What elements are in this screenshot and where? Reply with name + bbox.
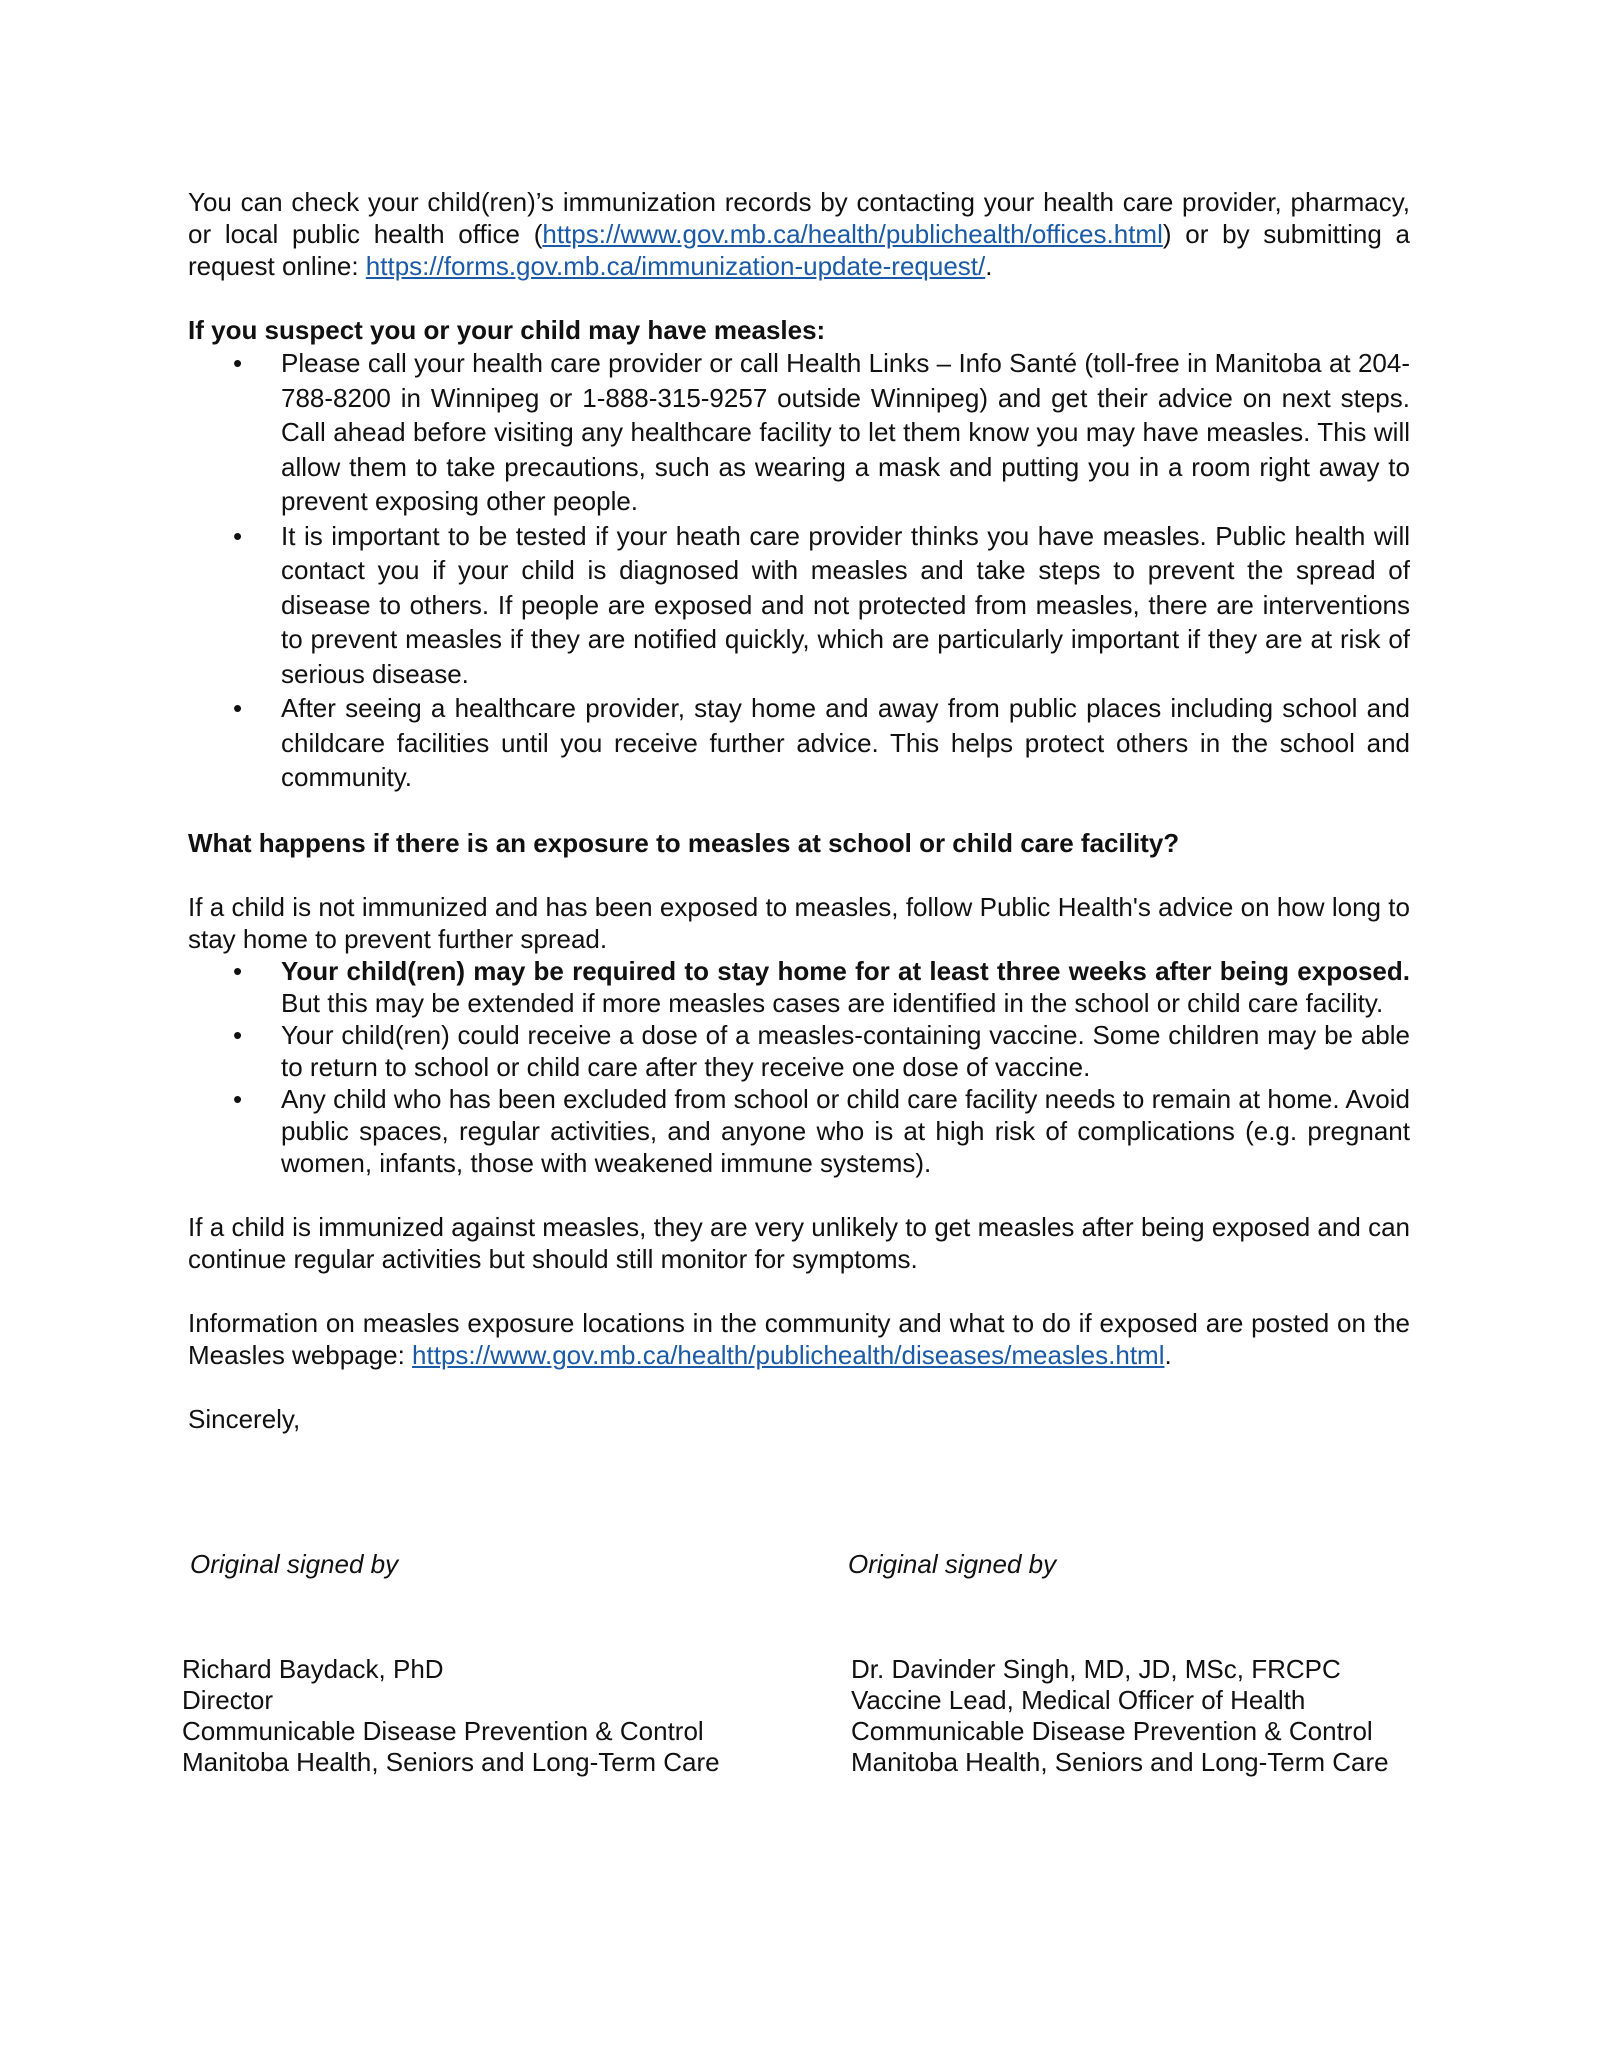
suspect-heading: If you suspect you or your child may have measles: — [188, 315, 826, 345]
left-signatory-title: Director — [182, 1685, 274, 1715]
info-paragraph — [188, 1307, 1410, 1371]
list-item: • Please call your health care provider or call Health Links – Info Santé (toll-free in Manitoba at 204-788-8200 in Winnipeg or 1-888-315-9257 outside Winnipeg) and get their advice on next steps. Call ahead before visiting any healthcare facility to let them know you may have measles. This will allow them to take precautions, such as wearing a mask and putting you in a room right away to prevent exposing other people. — [188, 346, 1410, 519]
exposure-bullet-list — [188, 955, 1410, 1179]
public-health-offices-link[interactable]: https://www.gov.mb.ca/health/publichealth/offices.html — [542, 219, 1163, 249]
right-signed-note: Original signed by — [848, 1549, 1057, 1579]
immunized-paragraph: If a child is immunized against measles, they are very unlikely to get measles after being exposed and can continue regular activities but should still monitor for symptoms. — [188, 1211, 1410, 1274]
left-signatory-name: Richard Baydack, PhD — [182, 1654, 444, 1684]
right-signatory-name: Dr. Davinder Singh, MD, JD, MSc, FRCPC — [851, 1654, 1341, 1684]
measles-webpage-link[interactable]: https://www.gov.mb.ca/health/publichealth/diseases/measles.html — [412, 1339, 1165, 1370]
list-item: • Any child who has been excluded from school or child care facility needs to remain at home. Avoid public spaces, regular activities, and anyone who is at high risk of complications (e.g. pregnant women, infants, those with weakened immune systems). — [188, 1083, 1410, 1179]
closing: Sincerely, — [188, 1403, 301, 1434]
exposure-rest-text: But this may be extended if more measles cases are identified in the school or child care facility. — [281, 987, 1384, 1018]
right-signatory-department: Manitoba Health, Seniors and Long-Term Care — [851, 1747, 1389, 1777]
immunization-request-link[interactable]: https://forms.gov.mb.ca/immunization-update-request/ — [365, 251, 986, 281]
intro-paragraph — [188, 186, 1410, 282]
letter-body — [188, 186, 1410, 1435]
intro-text: You can check your child(ren)’s immunization records by contacting your health care provider, pharmacy, or local public health office ( — [188, 187, 1410, 249]
exposure-bold-text: Your child(ren) may be required to stay home for at least three weeks after being exposed. — [281, 955, 1410, 986]
left-signatory-unit: Communicable Disease Prevention & Control — [182, 1716, 704, 1746]
exposure-heading: What happens if there is an exposure to measles at school or child care facility? — [188, 827, 1180, 858]
intro-text-middle: ) or by submitting a request online: — [188, 219, 1410, 281]
list-item: • After seeing a healthcare provider, stay home and away from public places including school and childcare facilities until you receive further advice. This helps protect others in the school and community. — [188, 691, 1410, 795]
exposure-intro: If a child is not immunized and has been exposed to measles, follow Public Health's advice on how long to stay home to prevent further spread. — [188, 891, 1410, 954]
right-signatory-title: Vaccine Lead, Medical Officer of Health — [851, 1685, 1306, 1715]
right-signatory-unit: Communicable Disease Prevention & Control — [851, 1716, 1373, 1746]
info-text: Information on measles exposure locations in the community and what to do if exposed are posted on the Measles webpage: — [188, 1307, 1410, 1370]
info-text-end: . — [1164, 1339, 1172, 1370]
left-signature-block — [182, 1654, 720, 1778]
list-item: • Your child(ren) could receive a dose of a measles-containing vaccine. Some children may be able to return to school or child care after they receive one dose of vaccine. — [188, 1019, 1410, 1083]
left-signed-note: Original signed by — [190, 1549, 399, 1579]
intro-text-end: . — [985, 251, 993, 281]
list-item: • It is important to be tested if your heath care provider thinks you have measles. Public health will contact you if your child is diagnosed with measles and take steps to prevent the spread of disease to others. If people are exposed and not protected from measles, there are interventions to prevent measles if they are notified quickly, which are particularly important if they are at risk of serious disease. — [188, 519, 1410, 692]
left-signatory-department: Manitoba Health, Seniors and Long-Term Care — [182, 1747, 720, 1777]
right-signature-block — [851, 1654, 1389, 1778]
list-item — [188, 955, 1410, 1019]
suspect-bullet-list — [188, 346, 1410, 795]
